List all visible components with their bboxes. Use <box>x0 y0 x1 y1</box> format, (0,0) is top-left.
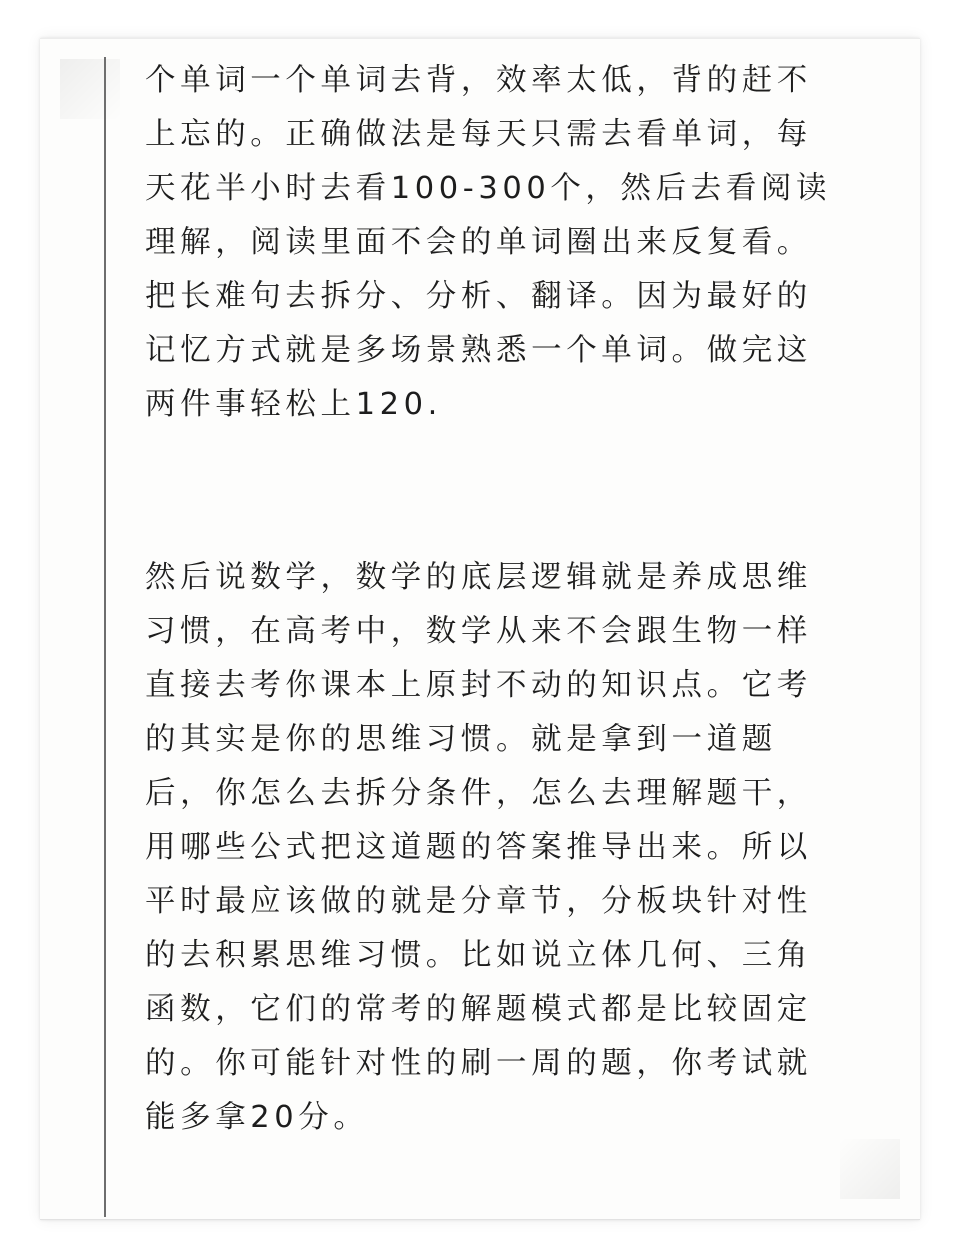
text-line: 两件事轻松上120. <box>145 387 442 422</box>
text-line: 天花半小时去看100-300个，然后去看阅读 <box>145 171 832 206</box>
text-line: 函数，它们的常考的解题模式都是比较固定 <box>145 992 812 1027</box>
text-line: 把长难句去拆分、分析、翻译。因为最好的 <box>145 279 812 314</box>
text-line: 能多拿20分。 <box>145 1100 369 1135</box>
text-line: 理解，阅读里面不会的单词圈出来反复看。 <box>145 225 812 260</box>
text-line: 平时最应该做的就是分章节，分板块针对性 <box>145 884 812 919</box>
paragraph-english-study <box>145 54 832 432</box>
page-corner-shadow <box>840 1139 900 1199</box>
text-line: 记忆方式就是多场景熟悉一个单词。做完这 <box>145 333 812 368</box>
text-line: 后，你怎么去拆分条件，怎么去理解题干， <box>145 776 812 811</box>
text-line: 直接去考你课本上原封不动的知识点。它考 <box>145 668 812 703</box>
page-corner-shadow <box>60 59 120 119</box>
text-line: 上忘的。正确做法是每天只需去看单词，每 <box>145 117 812 152</box>
text-line <box>145 1145 825 1199</box>
text-line: 习惯，在高考中，数学从来不会跟生物一样 <box>145 614 812 649</box>
text-line: 的去积累思维习惯。比如说立体几何、三角 <box>145 938 812 973</box>
text-line: 用哪些公式把这道题的答案推导出来。所以 <box>145 830 812 865</box>
text-line: 然后说数学，数学的底层逻辑就是养成思维 <box>145 560 812 595</box>
text-line: 的其实是你的思维习惯。就是拿到一道题 <box>145 722 777 757</box>
margin-line <box>104 57 106 1217</box>
paragraph-math-study <box>145 551 825 1199</box>
text-line: 的。你可能针对性的刷一周的题，你考试就 <box>145 1046 812 1081</box>
text-line: 个单词一个单词去背，效率太低，背的赶不 <box>145 63 812 98</box>
